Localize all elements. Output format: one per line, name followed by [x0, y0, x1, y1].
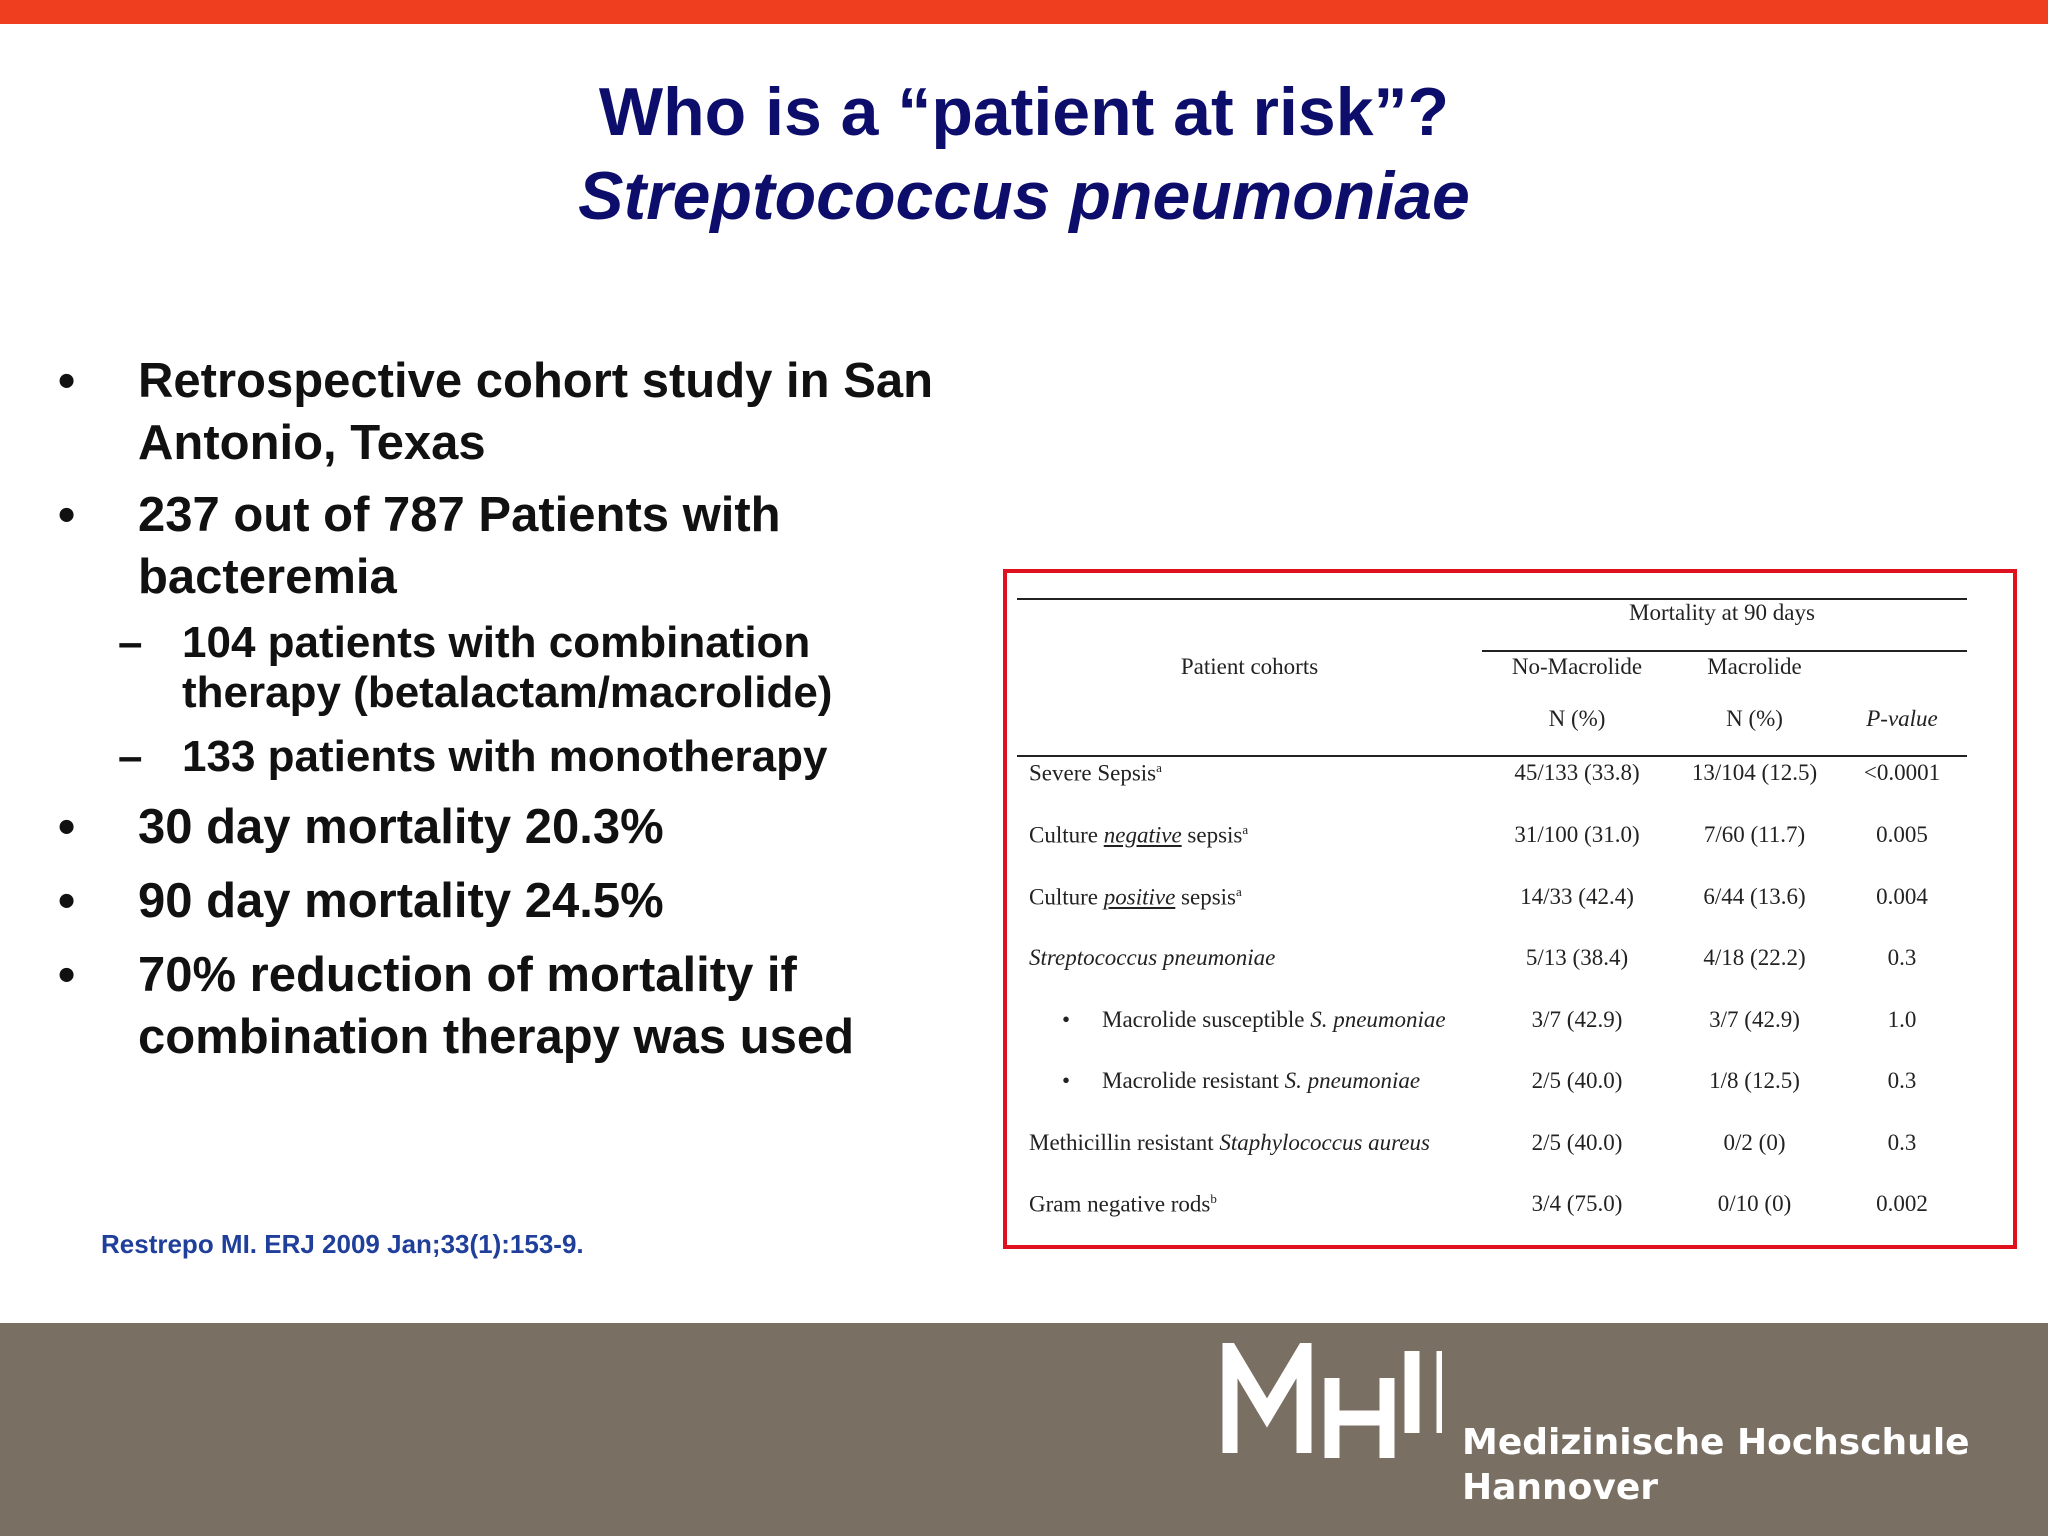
cell-no-macrolide: 14/33 (42.4) [1520, 884, 1634, 909]
row-label: Severe Sepsis$^a$ [1029, 760, 1162, 786]
col-header-n-percent: N (%) [1726, 706, 1783, 731]
col-header-macrolide: Macrolide [1707, 654, 1802, 679]
cell-macrolide: 0/10 (0) [1717, 1191, 1792, 1216]
logo-text-line-1: Medizinische Hochschule [1462, 1422, 1970, 1463]
col-header-p-value: P-value [1866, 706, 1938, 731]
logo-text-line-2: Hannover [1462, 1467, 1659, 1508]
table-rule-header [1017, 755, 1967, 757]
bullet-marker: • [58, 488, 76, 542]
bullet-marker: • [58, 800, 76, 854]
cell-no-macrolide: 31/100 (31.0) [1514, 822, 1640, 847]
sub-bullet-text: 104 patients with combination therapy (betalactam/macrolide) [182, 618, 833, 717]
cell-macrolide: 0/2 (0) [1723, 1130, 1786, 1155]
cell-p-value: 0.005 [1876, 822, 1928, 847]
cell-no-macrolide: 5/13 (38.4) [1525, 945, 1629, 970]
col-header-n-percent: N (%) [1548, 706, 1606, 731]
col-header-patient-cohorts: Patient cohorts [1180, 654, 1319, 679]
sub-bullet-item [58, 732, 958, 782]
table-rule-group [1482, 650, 1967, 652]
bullet-marker: • [58, 874, 76, 928]
cell-no-macrolide: 3/7 (42.9) [1531, 1007, 1623, 1032]
cell-p-value: 0.004 [1876, 884, 1928, 909]
bullet-text: 30 day mortality 20.3% [138, 800, 664, 854]
cell-macrolide: 13/104 (12.5) [1691, 760, 1818, 785]
dash-marker: – [118, 618, 143, 667]
cell-p-value: 1.0 [1887, 1007, 1917, 1032]
cell-no-macrolide: 2/5 (40.0) [1531, 1068, 1623, 1093]
row-label: Methicillin resistant Staphylococcus aureus [1029, 1130, 1430, 1155]
cell-macrolide: 7/60 (11.7) [1703, 822, 1806, 847]
row-label: Culture positive sepsis$^a$ [1029, 884, 1242, 910]
slide-title [0, 70, 2048, 238]
sub-bullet-item [58, 618, 958, 718]
footer-bar [0, 1323, 2048, 1536]
row-label: Culture negative sepsis$^a$ [1029, 822, 1249, 848]
row-label-bullet: • [1062, 1068, 1071, 1093]
col-header-no-macrolide: No-Macrolide [1511, 654, 1643, 679]
cell-p-value: 0.002 [1876, 1191, 1928, 1216]
cell-p-value: 0.3 [1887, 945, 1917, 970]
cell-macrolide: 4/18 (22.2) [1703, 945, 1806, 970]
bullet-text: 70% reduction of mortality if combination therapy was used [138, 948, 855, 1064]
bullet-item [58, 350, 958, 474]
top-accent-bar [0, 0, 2048, 24]
bullet-list [58, 350, 958, 1078]
row-label: Macrolide susceptible S. pneumoniae [1102, 1007, 1446, 1032]
row-label: Macrolide resistant S. pneumoniae [1102, 1068, 1421, 1093]
group-header: Mortality at 90 days [1629, 600, 1815, 625]
title-line-2: Streptococcus pneumoniae [578, 158, 1470, 234]
cell-p-value: 0.3 [1887, 1130, 1917, 1155]
bullet-item [58, 944, 958, 1068]
bullet-marker: • [58, 354, 76, 408]
mortality-table-frame [1003, 569, 2017, 1249]
bullet-text: 90 day mortality 24.5% [138, 874, 664, 928]
bullet-item [58, 870, 958, 932]
title-line-1: Who is a “patient at risk”? [598, 74, 1450, 150]
bullet-text: 237 out of 787 Patients with bacteremia [138, 488, 781, 604]
cell-no-macrolide: 2/5 (40.0) [1531, 1130, 1623, 1155]
cell-macrolide: 1/8 (12.5) [1709, 1068, 1800, 1093]
sub-bullet-text: 133 patients with monotherapy [182, 732, 828, 781]
bullet-item [58, 796, 958, 858]
cell-macrolide: 6/44 (13.6) [1703, 884, 1806, 909]
cell-no-macrolide: 45/133 (33.8) [1514, 760, 1640, 785]
row-label-bullet: • [1062, 1007, 1071, 1032]
cell-p-value: <0.0001 [1863, 760, 1941, 785]
bullet-marker: • [58, 948, 76, 1002]
bullet-item [58, 484, 958, 608]
bullet-text: Retrospective cohort study in San Antonio, Texas [138, 354, 934, 470]
dash-marker: – [118, 732, 143, 781]
row-label: Gram negative rods$^b$ [1029, 1191, 1217, 1217]
cell-p-value: 0.3 [1887, 1068, 1917, 1093]
citation: Restrepo MI. ERJ 2009 Jan;33(1):153-9. [101, 1229, 584, 1259]
cell-no-macrolide: 3/4 (75.0) [1531, 1191, 1623, 1216]
cell-macrolide: 3/7 (42.9) [1709, 1007, 1800, 1032]
mhh-logo-icon [1222, 1343, 1442, 1458]
logo-text [1462, 1420, 1970, 1510]
row-label: Streptococcus pneumoniae [1029, 945, 1276, 970]
